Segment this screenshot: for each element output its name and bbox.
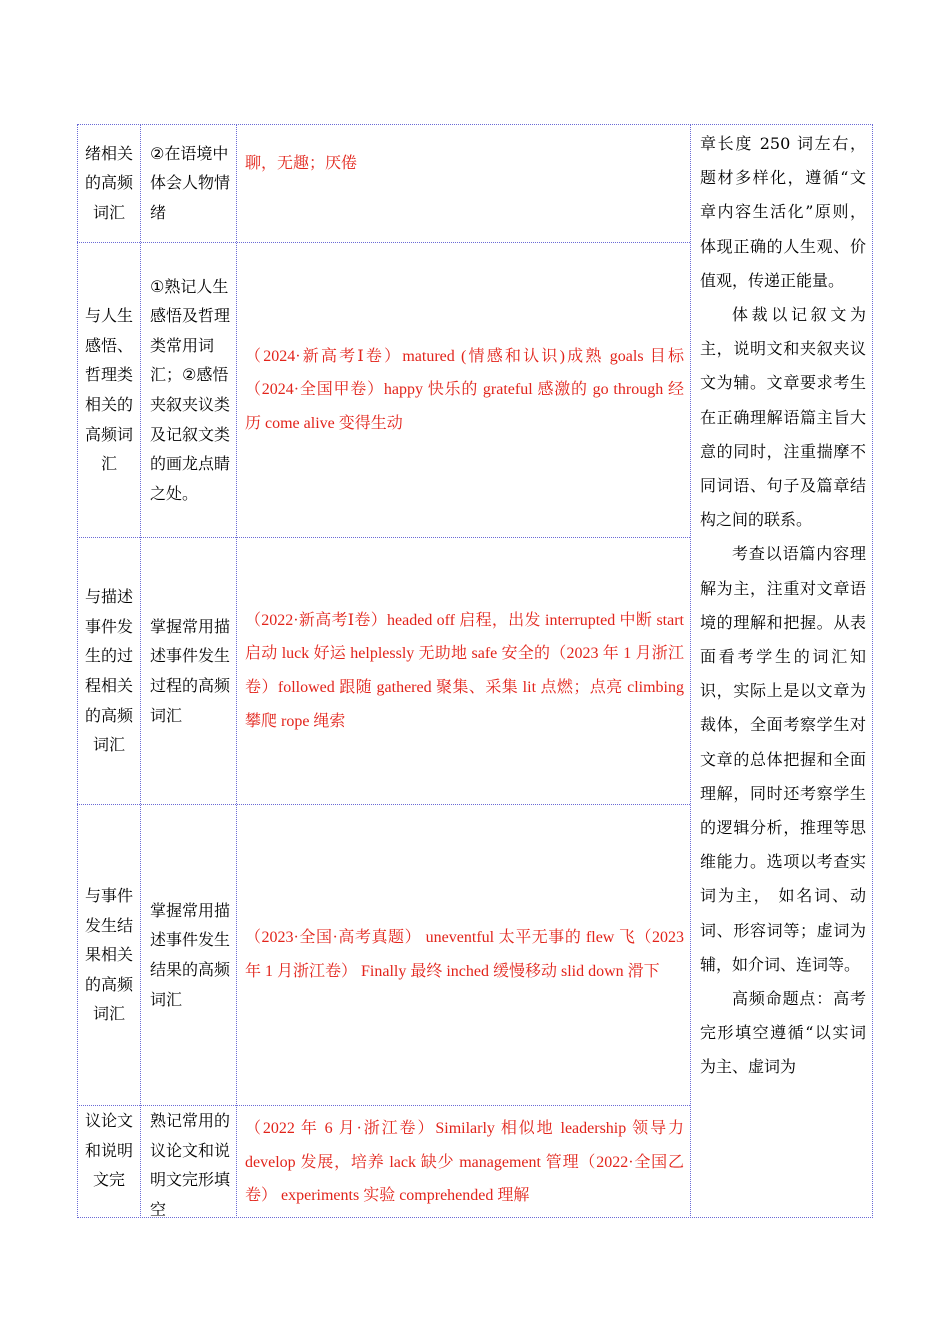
category-cell: 与事件发生结果相关的高频词汇 [84,886,133,1024]
table-row [78,243,140,537]
words-cell-container [237,1106,690,1217]
analysis-paragraph: 体裁以记叙文为主，说明文和夹叙夹议文为辅。文章要求考生在正确理解语篇主旨大意的同时，注重揣摩不同词语、句子及篇章结构之间的联系。 [700,305,866,530]
analysis-paragraph: 章长度 250 词左右，题材多样化，遵循“文章内容生活化”原则，体现正确的人生观、价值观，传递正能量。 [700,134,866,290]
requirement-cell: ①熟记人生感悟及哲理类常用词汇；②感悟夹叙夹议类及记叙文类的画龙点睛之处。 [150,276,231,503]
words-cell: （2023·全国·高考真题） uneventful 太平无事的 flew 飞（2023 年 1 月浙江卷） Finally 最终 inched 缓慢移动 slid down 滑下 [245,929,684,980]
analysis-paragraph: 高频命题点：高考完形填空遵循“以实词为主、虚词为 [700,989,866,1077]
words-cell-container [237,538,690,804]
table-row [78,805,140,1105]
words-cell-container [237,243,690,537]
words-cell-container [237,124,690,204]
category-cell: 与人生感悟、哲理类相关的高频词汇 [84,306,133,474]
requirement-cell: 熟记常用的议论文和说明文完形填空 [150,1111,231,1217]
requirement-cell-container [141,124,236,242]
words-cell: （2024·新高考Ⅰ卷）matured (情感和认识)成熟 goals 目标（2024·全国甲卷）happy 快乐的 grateful 感激的 go through 经历 come alive 变得生动 [245,347,684,432]
exam-analysis-column [691,127,872,1217]
category-cell: 与描述事件发生的过程相关的高频词汇 [84,587,133,755]
table-border-bottom [77,1217,873,1218]
requirement-cell: 掌握常用描述事件发生结果的高频词汇 [150,900,231,1009]
requirement-cell: ②在语境中体会人物情绪 [150,143,231,222]
category-cell: 绪相关的高频词汇 [84,143,133,222]
table-border-right [872,124,873,1218]
requirement-cell-container [141,538,236,804]
words-cell: （2022·新高考Ⅰ卷）headed off 启程，出发 interrupted 中断 start 启动 luck 好运 helplessly 无助地 safe 安全的（2023 年 1 月浙江卷）followed 跟随 gathered 聚集、采集 lit 点燃；点亮 climbing 攀爬 rope 绳索 [245,611,684,730]
words-cell-container [237,805,690,1105]
vocabulary-table [77,124,873,1218]
requirement-cell-container [141,1106,236,1217]
analysis-paragraph: 考查以语篇内容理解为主，注重对文章语境的理解和把握。从表面看考学生的词汇知识，实际上是以文章为裁体，全面考察学生对文章的总体把握和全面理解，同时还考察学生的逻辑分析，推理等思维能力。选项以考查实词为主， 如名词、动词、形容词等；虚词为辅，如介词、连词等。 [700,544,866,974]
requirement-cell-container [141,243,236,537]
requirement-cell-container [141,805,236,1105]
table-row [78,538,140,804]
words-cell: 聊，无趣；厌倦 [245,155,358,173]
category-cell: 议论文和说明文完 [84,1111,133,1190]
requirement-cell: 掌握常用描述事件发生过程的高频词汇 [150,616,231,725]
table-row [78,124,140,242]
words-cell: （2022 年 6 月·浙江卷）Similarly 相似地 leadership 领导力 develop 发展，培养 lack 缺少 management 管理（2022·全国乙卷） experiments 实验 comprehended 理解 [245,1120,684,1205]
table-row [78,1106,140,1217]
